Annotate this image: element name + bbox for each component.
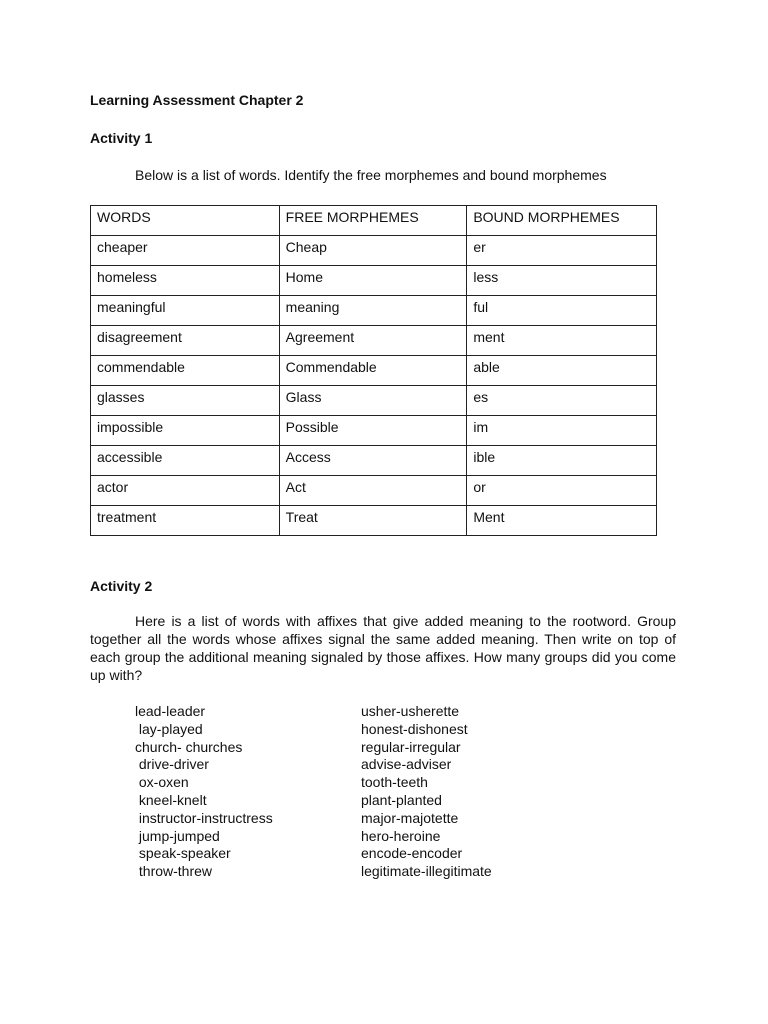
morpheme-table <box>90 205 657 536</box>
activity-2-instruction: Here is a list of words with affixes that give added meaning to the rootword. Group together all the words whose affixes signal the same added meaning. Then write on top of each group the additional meaning signaled by those affixes. How many groups did you come up with? <box>90 613 676 683</box>
list-item: jump-jumped <box>135 827 220 844</box>
list-item: honest-dishonest <box>361 720 468 737</box>
activity-1-heading: Activity 1 <box>90 130 153 146</box>
activity-2-heading: Activity 2 <box>90 578 153 594</box>
table-row <box>91 236 657 266</box>
cell-free-morpheme: Glass <box>279 386 467 416</box>
table-row <box>91 326 657 356</box>
cell-word: impossible <box>91 416 280 446</box>
header-free-morphemes: FREE MORPHEMES <box>279 206 467 236</box>
cell-bound-morpheme: ible <box>467 446 657 476</box>
word-list-right <box>361 703 492 881</box>
cell-free-morpheme: Home <box>279 266 467 296</box>
list-item: hero-heroine <box>361 827 441 844</box>
list-item: ox-oxen <box>135 774 189 791</box>
list-item: usher-usherette <box>361 703 460 719</box>
cell-free-morpheme: Cheap <box>279 236 467 266</box>
cell-bound-morpheme: im <box>467 416 657 446</box>
table-row <box>91 386 657 416</box>
cell-word: cheaper <box>91 236 280 266</box>
table-row <box>91 296 657 326</box>
table-row <box>91 506 657 536</box>
cell-bound-morpheme: er <box>467 236 657 266</box>
list-item: tooth-teeth <box>361 774 428 791</box>
cell-bound-morpheme: less <box>467 266 657 296</box>
list-item: lay-played <box>135 720 203 737</box>
cell-word: actor <box>91 476 280 506</box>
list-item: kneel-knelt <box>135 791 207 808</box>
list-item: speak-speaker <box>135 845 231 862</box>
cell-word: glasses <box>91 386 280 416</box>
cell-word: disagreement <box>91 326 280 356</box>
list-item: regular-irregular <box>361 738 461 755</box>
cell-bound-morpheme: ful <box>467 296 657 326</box>
cell-word: commendable <box>91 356 280 386</box>
cell-free-morpheme: Access <box>279 446 467 476</box>
cell-bound-morpheme: or <box>467 476 657 506</box>
cell-bound-morpheme: es <box>467 386 657 416</box>
table-row <box>91 446 657 476</box>
list-item: instructor-instructress <box>135 809 273 826</box>
cell-free-morpheme: Act <box>279 476 467 506</box>
list-item: throw-threw <box>135 863 213 880</box>
table-row <box>91 476 657 506</box>
cell-bound-morpheme: ment <box>467 326 657 356</box>
list-item: major-majotette <box>361 809 459 826</box>
list-item: legitimate-illegitimate <box>361 863 492 880</box>
cell-word: treatment <box>91 506 280 536</box>
table-header-row <box>91 206 657 236</box>
cell-word: meaningful <box>91 296 280 326</box>
list-item: plant-planted <box>361 791 442 808</box>
cell-free-morpheme: Agreement <box>279 326 467 356</box>
activity-1-instruction: Below is a list of words. Identify the free morphemes and bound morphemes <box>135 167 607 183</box>
table-row <box>91 266 657 296</box>
cell-free-morpheme: meaning <box>279 296 467 326</box>
page-title: Learning Assessment Chapter 2 <box>90 92 304 108</box>
cell-word: homeless <box>91 266 280 296</box>
list-item: church- churches <box>135 738 243 755</box>
table-row <box>91 416 657 446</box>
header-words: WORDS <box>91 206 280 236</box>
cell-free-morpheme: Commendable <box>279 356 467 386</box>
table-row <box>91 356 657 386</box>
cell-free-morpheme: Treat <box>279 506 467 536</box>
header-bound-morphemes: BOUND MORPHEMES <box>467 206 657 236</box>
cell-bound-morpheme: Ment <box>467 506 657 536</box>
list-item: advise-adviser <box>361 756 452 773</box>
list-item: encode-encoder <box>361 845 463 862</box>
word-list-left <box>135 703 273 881</box>
list-item: lead-leader <box>135 703 206 719</box>
cell-free-morpheme: Possible <box>279 416 467 446</box>
list-item: drive-driver <box>135 756 209 773</box>
cell-bound-morpheme: able <box>467 356 657 386</box>
cell-word: accessible <box>91 446 280 476</box>
